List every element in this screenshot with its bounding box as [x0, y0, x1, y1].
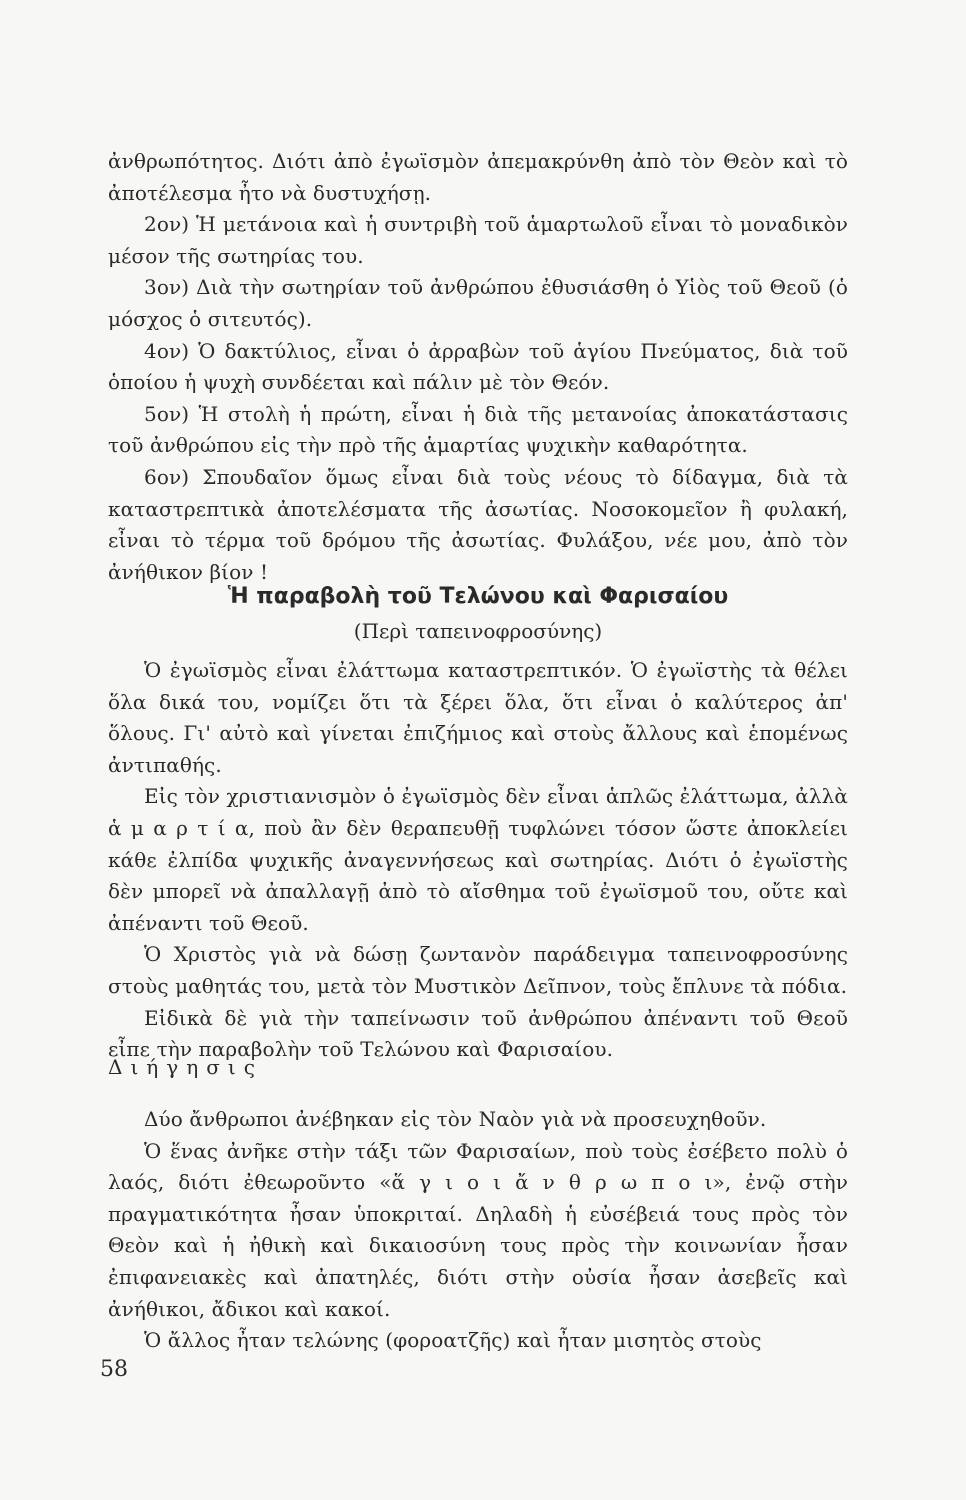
introduction-section — [108, 655, 848, 1066]
paragraph-point-4: 4ον) Ὁ δακτύλιος, εἶναι ὁ ἀρραβὼν τοῦ ἁγίου Πνεύματος, διὰ τοῦ ὁποίου ἡ ψυχὴ συνδέεται καὶ πάλιν μὲ τὸν Θεόν. — [108, 338, 848, 395]
paragraph-pharisee: Ὁ ἕνας ἀνῆκε στὴν τάξι τῶν Φαρισαίων, ποὺ τοὺς ἐσέβετο πολὺ ὁ λαός, διότι ἐθεωροῦντο «ἅ γ ι ο ι ἄ ν θ ρ ω π ο ι», ἐνῷ στὴν πραγματικότητα ἦσαν ὑποκριταί. Δηλαδὴ ἡ εὐσέβειά τους πρὸς τὸν Θεὸν καὶ ἡ ἠθικὴ καὶ δικαιοσύνη τους πρὸς τὴν κοινωνίαν ἦσαν ἐπιφανειακὲς καὶ ἀπατηλές, διότι στὴν οὐσία ἦσαν ἀσεβεῖς καὶ ἀνήθικοι, ἄδικοι καὶ κακοί. — [108, 1138, 848, 1321]
paragraph-point-2: 2ον) Ἡ μετάνοια καὶ ἡ συντριβὴ τοῦ ἁμαρτωλοῦ εἶναι τὸ μοναδικὸν μέσον τῆς σωτηρίας του. — [108, 212, 848, 268]
paragraph-continuation: ἀνθρωπότητος. Διότι ἀπὸ ἐγωϊσμὸν ἀπεμακρύνθη ἀπὸ τὸν Θεὸν καὶ τὸ ἀποτέλεσμα ἦτο νὰ δυστυχήσῃ. — [108, 149, 848, 205]
paragraph-point-5: 5ον) Ἡ στολὴ ἡ πρώτη, εἶναι ἡ διὰ τῆς μετανοίας ἀποκατάστασις τοῦ ἀνθρώπου εἰς τὴν πρὸ τῆς ἁμαρτίας ψυχικὴν καθαρότητα. — [108, 401, 848, 458]
paragraph-point-6: 6ον) Σπουδαῖον ὅμως εἶναι διὰ τοὺς νέους τὸ δίδαγμα, διὰ τὰ καταστρεπτικὰ ἀποτελέσματα τῆς ἀσωτίας. Νοσοκομεῖον ἢ φυλακή, εἶναι τὸ τέρμα τοῦ δρόμου τῆς ἀσωτίας. Φυλάξου, νέε μου, ἀπὸ τὸν ἀνήθικον βίον ! — [108, 464, 848, 584]
narrative-label: Διήγησις — [108, 1055, 263, 1079]
section-title: Ἡ παραβολὴ τοῦ Τελώνου καὶ Φαρισαίου — [227, 584, 729, 609]
section-subtitle: (Περὶ ταπεινοφροσύνης) — [353, 619, 603, 643]
paragraph-christ-example: Ὁ Χριστὸς γιὰ νὰ δώσῃ ζωντανὸν παράδειγμα ταπεινοφροσύνης στοὺς μαθητάς του, μετὰ τὸν Μυστικὸν Δεῖπνον, τοὺς ἔπλυνε τὰ πόδια. — [108, 942, 848, 998]
page-number: 58 — [100, 1357, 128, 1382]
narrative-section — [108, 1104, 848, 1357]
paragraph-point-3: 3ον) Διὰ τὴν σωτηρίαν τοῦ ἀνθρώπου ἐθυσιάσθη ὁ Υἱὸς τοῦ Θεοῦ (ὁ μόσχος ὁ σιτευτός). — [108, 275, 848, 331]
numbered-points-section — [108, 146, 848, 588]
paragraph-publican: Ὁ ἄλλος ἦταν τελώνης (φοροατζῆς) καὶ ἦταν μισητὸς στοὺς — [144, 1328, 762, 1353]
paragraph-christianity: Εἰς τὸν χριστιανισμὸν ὁ ἐγωϊσμὸς δὲν εἶναι ἁπλῶς ἐλάττωμα, ἀλλὰ ἁ μ α ρ τ ί α, ποὺ ἂν δὲν θεραπευθῇ τυφλώνει τόσον ὥστε ἀποκλείει κάθε ἐλπίδα ψυχικῆς ἀναγεννήσεως καὶ σωτηρίας. Διότι ὁ ἐγωϊστὴς δὲν μπορεῖ νὰ ἀπαλλαγῇ ἀπὸ τὸ αἴσθημα τοῦ ἐγωϊσμοῦ του, οὔτε καὶ ἀπέναντι τοῦ Θεοῦ. — [108, 784, 848, 935]
paragraph-egoism: Ὁ ἐγωϊσμὸς εἶναι ἐλάττωμα καταστρεπτικόν. Ὁ ἐγωϊστὴς τὰ θέλει ὅλα δικά του, νομίζει ὅτι τὰ ξέρει ὅλα, ὅτι εἶναι ὁ καλύτερος ἀπ' ὅλους. Γι' αὐτὸ καὶ γίνεται ἐπιζήμιος καὶ στοὺς ἄλλους καὶ ἑπομένως ἀντιπαθής. — [108, 658, 848, 777]
paragraph-parable-intro: Εἰδικὰ δὲ γιὰ τὴν ταπείνωσιν τοῦ ἀνθρώπου ἀπέναντι τοῦ Θεοῦ εἶπε τὴν παραβολὴν τοῦ Τελώνου καὶ Φαρισαίου. — [108, 1005, 848, 1062]
paragraph-two-men: Δύο ἄνθρωποι ἀνέβηκαν εἰς τὸν Ναὸν γιὰ νὰ προσευχηθοῦν. — [144, 1107, 767, 1131]
